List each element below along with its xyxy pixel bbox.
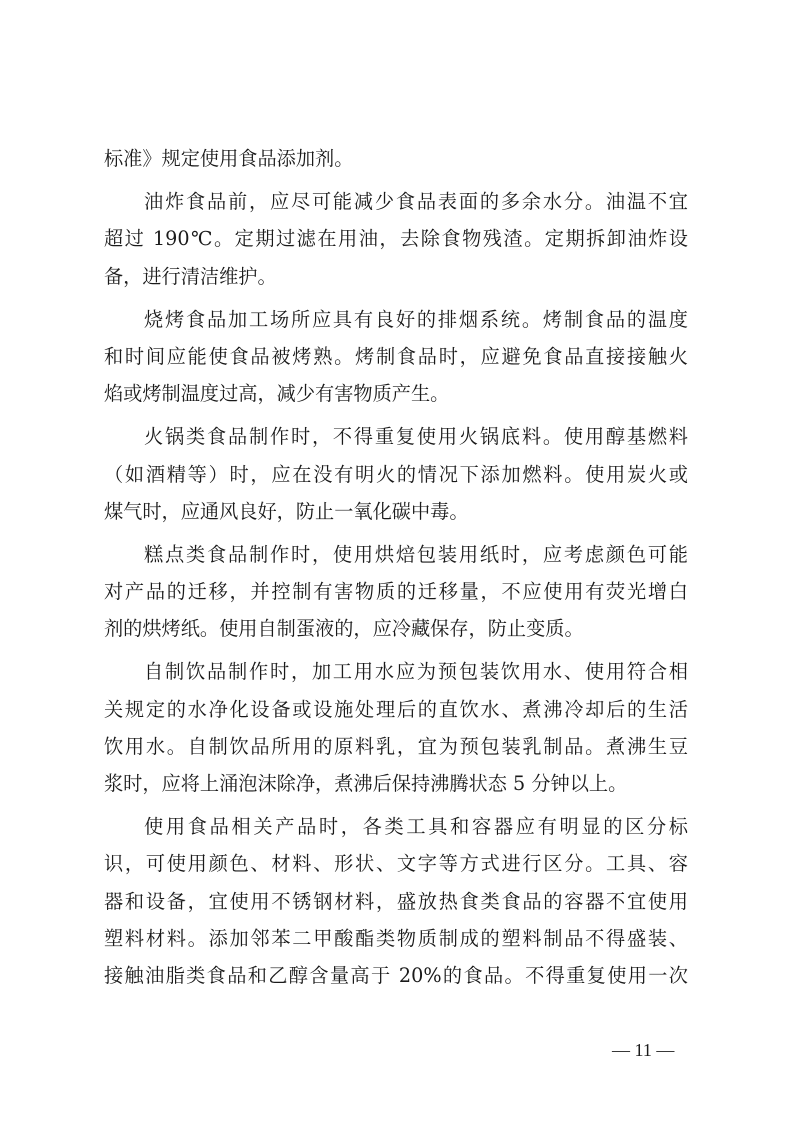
paragraph [104,418,688,530]
paragraph [104,653,688,802]
paragraph [104,140,688,177]
text-line: 剂的烘烤纸。使用自制蛋液的，应冷藏保存，防止变质。 [104,617,584,641]
text-line: 器和设备，宜使用不锈钢材料，盛放热食类食品的容器不宜使用 [104,889,688,913]
text-line: 使用食品相关产品时，各类工具和容器应有明显的区分标 [144,815,688,839]
text-line: 标准》规定使用食品添加剂。 [104,147,354,170]
text-line: 火锅类食品制作时，不得重复使用火锅底料。使用醇基燃料 [144,425,688,449]
page-number: — 11 — [612,1040,675,1060]
text-line: 识，可使用颜色、材料、形状、文字等方式进行区分。工具、容 [104,852,688,876]
text-line: 对产品的迁移，并控制有害物质的迁移量，不应使用有荧光增白 [104,580,688,604]
paragraph [104,183,688,295]
text-line: 备，进行清洁维护。 [104,264,277,288]
body-text [104,140,688,994]
text-line: 和时间应能使食品被烤熟。烤制食品时，应避免食品直接接触火 [104,344,688,368]
text-line: 煤气时，应通风良好，防止一氧化碳中毒。 [104,499,469,523]
text-line: 油炸食品前，应尽可能减少食品表面的多余水分。油温不宜 [144,190,688,214]
paragraph [104,301,688,413]
text-line: 焰或烤制温度过高，减少有害物质产生。 [104,382,450,406]
text-line: 浆时，应将上涌泡沫除净，煮沸后保持沸腾状态 5 分钟以上。 [104,772,628,795]
text-line: 关规定的水净化设备或设施处理后的直饮水、煮沸冷却后的生活 [104,697,688,721]
text-line: 糕点类食品制作时，使用烘焙包装用纸时，应考虑颜色可能 [144,542,688,566]
text-line: 塑料材料。添加邻苯二甲酸酯类物质制成的塑料制品不得盛装、 [104,926,688,950]
text-line: 超过 190℃。定期过滤在用油，去除食物残渣。定期拆卸油炸设 [104,227,688,251]
text-line: 饮用水。自制饮品所用的原料乳，宜为预包装乳制品。煮沸生豆 [104,734,688,758]
paragraph [104,536,688,648]
text-line: 自制饮品制作时，加工用水应为预包装饮用水、使用符合相 [144,660,688,684]
paragraph [104,808,688,994]
text-line: （如酒精等）时，应在没有明火的情况下添加燃料。使用炭火或 [104,462,688,486]
text-line: 接触油脂类食品和乙醇含量高于 20%的食品。不得重复使用一次 [104,963,688,987]
text-line: 烧烤食品加工场所应具有良好的排烟系统。烤制食品的温度 [144,307,688,331]
